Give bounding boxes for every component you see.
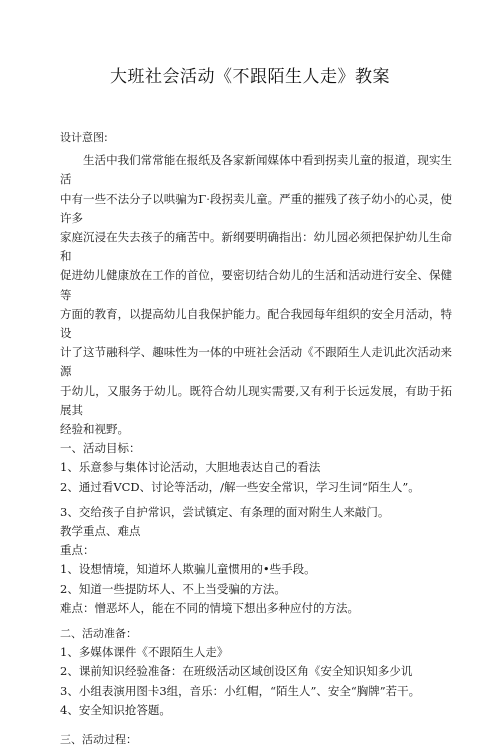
key-difficult-heading: 教学重点、难点 — [60, 524, 141, 539]
preparation-item-3: 3、小组表演用图卡3组，音乐：小红帽，“陌生人”、安全“胸牌”若干。 — [60, 683, 421, 698]
preparation-heading: 二、活动准备： — [60, 627, 137, 641]
preparation-item-4: 4、安全知识抢答题。 — [60, 702, 171, 717]
process-heading: 三、活动过程： — [60, 733, 137, 747]
difficult-point: 难点：憎恶坏人，能在不同的情境下想出多种应付的方法。 — [60, 600, 359, 615]
key-point-1: 1、设想情境，知道坏人欺骗儿童惯用的•些手段。 — [60, 562, 316, 577]
key-points-heading: 重点： — [60, 543, 95, 558]
preparation-item-1: 1、多媒体课件《不跟陌生人走》 — [60, 645, 229, 660]
goal-item-1: 1、乐意参与集体讨论活动，大胆地表达自己的看法 — [60, 460, 321, 475]
design-intent-heading: 设计意图: — [60, 131, 108, 144]
document-title: 大班社会活动《不跟陌生人走》教案 — [110, 67, 390, 87]
document-body — [60, 128, 452, 749]
design-intent-paragraph: 生活中我们常常能在报纸及各家新闻媒体中看到拐卖儿童的报道，现实生活 中有一些不法分子以哄骗为Γ·段拐卖儿童。严重的摧残了孩子幼小的心灵，使许多 家庭沉浸在失去孩子的痛苦中。新纲要明确指出：幼儿园必须把保护幼儿生命和 促进幼儿健康放在工作的首位，要密切结合幼儿的生活和活动进行安全、保健等 方面的教育，以提高幼儿自我保护能力。配合我园每年组织的安全月活动，特设 计了这节融科学、趣味性为一体的中班社会活动《不跟陌生人走讥此次活动来源 于幼儿，又服务于幼儿。既符合幼儿现实需要,又有利于长远发展，有助于拓展其 经验和视野。 — [60, 153, 452, 437]
goals-heading: 一、活动目标： — [60, 441, 141, 456]
goal-item-3: 3、交给孩子自护常识，尝试镇定、有条理的面对附生人来敲门。 — [60, 504, 390, 519]
preparation-item-2: 2、课前知识经验准备：在班级活动区域创设区角《安全知识知多少讥 — [60, 664, 413, 679]
key-point-2: 2、知道一些提防坏人、不上当受骗的方法。 — [60, 581, 286, 596]
goal-item-2: 2、通过看VCD、讨论等活动，/解一些安全常识，学习生词“陌生人”。 — [60, 479, 420, 494]
